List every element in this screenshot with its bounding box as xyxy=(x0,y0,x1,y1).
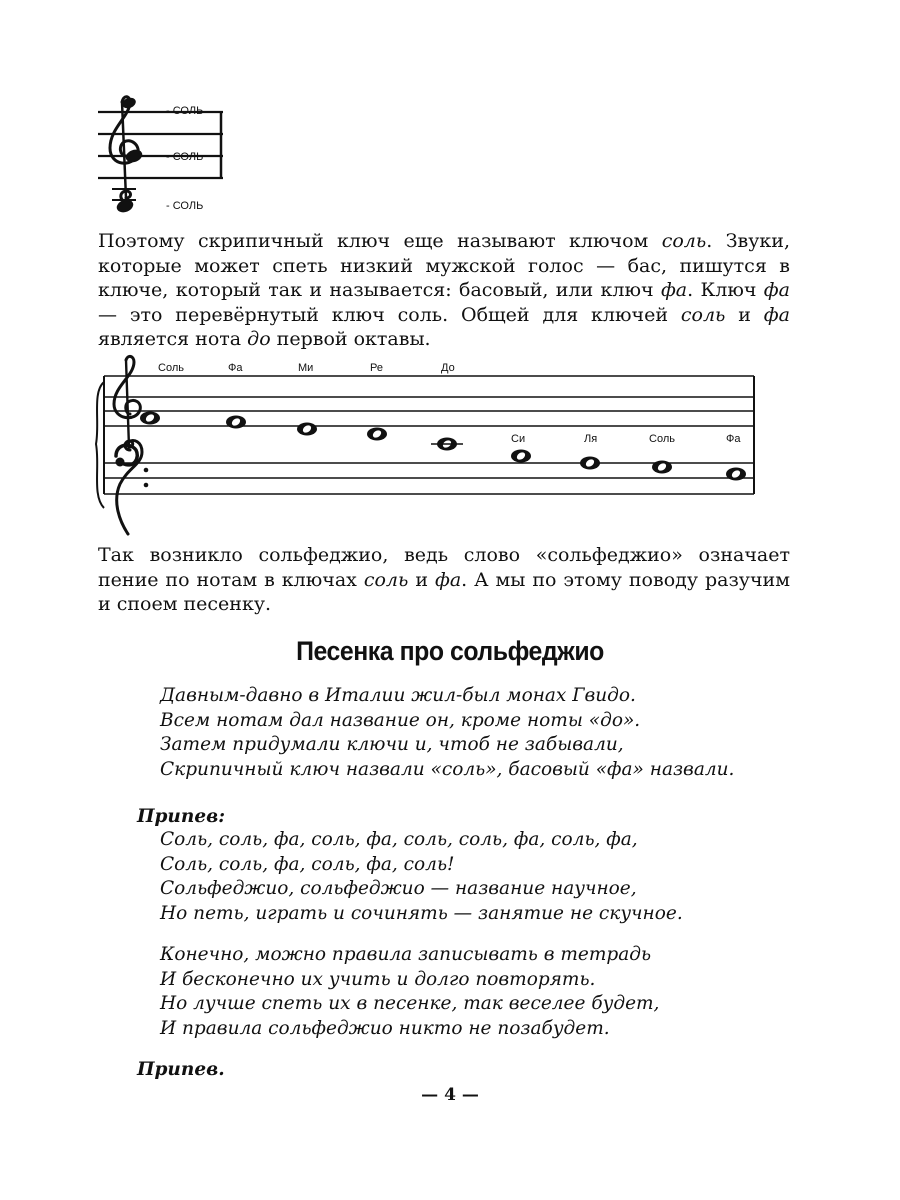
italic-term: фа xyxy=(763,303,790,326)
grand-staff-figure xyxy=(90,352,770,537)
page-number: — 4 — xyxy=(421,1085,479,1105)
chorus-line: Соль, соль, фа, соль, фа, соль, соль, фа, соль, фа, xyxy=(160,829,638,850)
italic-term: соль xyxy=(363,568,409,591)
verse-line: Всем нотам дал название он, кроме ноты «до». xyxy=(160,709,641,731)
paragraph-treble-clef xyxy=(98,229,790,352)
treble-staff-lines xyxy=(104,376,754,426)
italic-term: фа xyxy=(434,568,462,591)
text-run: и xyxy=(725,303,764,326)
text-run: . Звуки, которые может спеть низкий мужской голос — бас, пишутся в ключе, который так и называется: басовый, или ключ xyxy=(98,230,790,301)
note-label-la: Ля xyxy=(584,433,598,445)
note-label-mi: Ми xyxy=(298,362,314,374)
italic-term: фа xyxy=(660,279,688,301)
verse-line: И правила сольфеджио никто не позабудет. xyxy=(160,1017,610,1039)
treble-clef-sol-figure xyxy=(90,88,240,220)
italic-term: соль xyxy=(680,303,726,326)
italic-term: соль xyxy=(661,230,707,252)
note-label-sol-bottom: Соль xyxy=(649,433,675,445)
verse-line: Но лучше спеть их в песенке, так веселее будет, xyxy=(160,993,660,1014)
text-run: является нота xyxy=(98,328,248,350)
chorus-line: Соль, соль, фа, соль, фа, соль! xyxy=(160,853,455,875)
song-title: Песенка про сольфеджио xyxy=(296,636,604,666)
italic-term: до xyxy=(247,328,271,350)
note-label-fa-top: Фа xyxy=(228,362,243,374)
text-run: — это перевёрнутый ключ соль. Общей для ключей xyxy=(98,303,681,326)
note-label-re: Ре xyxy=(370,362,383,374)
text-run: Так возникло сольфеджио, ведь слово «сольфеджио» означает пение по нотам в ключах xyxy=(98,544,790,591)
note-heads xyxy=(140,412,746,481)
text-run: Поэтому скрипичный ключ еще называют ключом xyxy=(98,230,662,252)
verse-2 xyxy=(160,943,659,1041)
label-sol-mid: - СОЛЬ xyxy=(166,151,204,163)
treble-clef-icon xyxy=(114,356,140,450)
text-run: . А мы по этому поводу разучим и споем песенку. xyxy=(98,568,790,615)
text-run: первой октавы. xyxy=(270,328,431,350)
verse-line: И бесконечно их учить и долго повторять. xyxy=(160,968,596,990)
note-label-si: Си xyxy=(511,433,526,445)
text-run: и xyxy=(408,568,435,591)
verse-1 xyxy=(160,684,734,782)
note-label-sol-top: Соль xyxy=(158,362,184,374)
paragraph-solfeggio xyxy=(98,543,790,617)
chorus-line: Сольфеджио, сольфеджио — название научное, xyxy=(160,878,637,899)
chorus-label: Припев: xyxy=(137,806,226,827)
chorus xyxy=(160,828,683,926)
staff-lines xyxy=(98,112,223,178)
chorus-end-label: Припев. xyxy=(137,1059,225,1080)
label-sol-high: - СОЛЬ xyxy=(166,105,204,117)
verse-line: Конечно, можно правила записывать в тетрадь xyxy=(160,944,652,965)
brace xyxy=(96,382,104,508)
verse-line: Затем придумали ключи и, чтоб не забывали, xyxy=(160,734,624,755)
bass-clef-icon xyxy=(116,440,149,534)
verse-line: Скрипичный ключ назвали «соль», басовый «фа» назвали. xyxy=(160,758,735,780)
label-sol-low: - СОЛЬ xyxy=(166,200,204,212)
verse-line: Давным-давно в Италии жил-был монах Гвидо. xyxy=(160,685,636,706)
chorus-line: Но петь, играть и сочинять — занятие не скучное. xyxy=(160,902,683,924)
italic-term: фа xyxy=(763,279,790,301)
note-label-do: До xyxy=(441,362,455,374)
note-label-fa-bottom: Фа xyxy=(726,433,741,445)
text-run: . Ключ xyxy=(687,279,764,301)
